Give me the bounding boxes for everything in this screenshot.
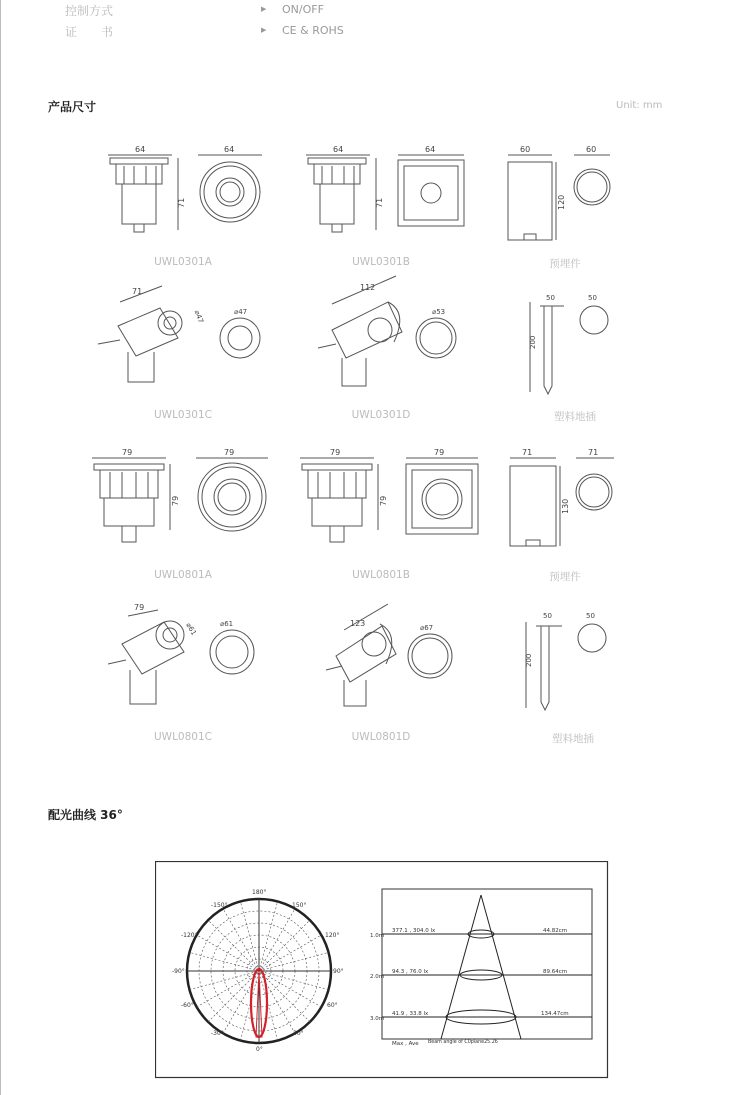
product-caption: UWL0301C [154, 409, 212, 421]
dim-label: 60 [586, 145, 597, 154]
drawing-uwl0301d [318, 276, 456, 386]
polar-angle-label: -90° [172, 968, 185, 975]
product-caption: 塑料地插 [554, 411, 596, 423]
beam-distance: 2.0m [370, 974, 385, 980]
drawing-ground-spike-1 [529, 294, 608, 394]
drawing-uwl0301b-side [306, 145, 384, 232]
dim-label: 64 [333, 145, 344, 154]
beam-diameter: 134.47cm [541, 1011, 569, 1017]
spec-label: 证 书 [65, 25, 114, 39]
drawing-embedded-box-2 [510, 448, 614, 546]
polar-angle-label: -30° [211, 1030, 224, 1037]
product-caption: 预埋件 [549, 571, 581, 583]
dim-label: 200 [529, 335, 537, 349]
light-distribution-panel [155, 861, 609, 1079]
dim-label: 60 [520, 145, 531, 154]
drawing-uwl0801b-front [406, 448, 478, 534]
dim-label: 130 [561, 498, 570, 514]
beam-lux: 94.3 , 76.0 lx [392, 969, 429, 975]
dim-label: 64 [224, 145, 235, 154]
dim-label: ⌀67 [420, 624, 434, 632]
dim-label: 64 [135, 145, 146, 154]
dim-label: 79 [434, 448, 445, 457]
dim-label: 71 [177, 197, 186, 208]
unit-label: Unit: mm [616, 100, 663, 111]
drawing-uwl0301a-side [108, 145, 186, 232]
beam-lux: 41.9 , 33.8 lx [392, 1011, 429, 1017]
dim-label: 50 [586, 612, 595, 620]
product-caption: UWL0801D [351, 731, 411, 743]
dim-label: 79 [379, 495, 388, 506]
product-caption: UWL0301B [352, 256, 410, 268]
beam-diameter: 44.82cm [543, 928, 568, 934]
drawing-uwl0801c [108, 603, 254, 704]
dim-label: 71 [375, 197, 384, 208]
drawing-uwl0801a-front [196, 448, 268, 531]
spec-value: CE & ROHS [282, 24, 344, 37]
dim-label: ⌀61 [184, 621, 198, 637]
dim-label: 112 [360, 283, 376, 292]
polar-angle-label: 60° [327, 1002, 338, 1009]
beam-distance: 1.0m [370, 933, 385, 939]
dim-label: 79 [134, 603, 145, 612]
product-caption: UWL0801C [154, 731, 212, 743]
polar-angle-label: 30° [293, 1030, 304, 1037]
drawing-uwl0801d [326, 604, 452, 706]
bullet-triangle-icon: ▶ [261, 5, 267, 13]
dim-label: ⌀47 [234, 308, 248, 316]
bullet-triangle-icon: ▶ [261, 26, 267, 34]
polar-angle-label: -150° [211, 902, 228, 909]
beam-footer-left: Max , Ave [392, 1041, 419, 1047]
product-caption: UWL0301A [154, 256, 212, 268]
polar-angle-label: 0° [256, 1046, 263, 1053]
dim-label: 71 [522, 448, 533, 457]
dim-label: 50 [543, 612, 552, 620]
product-caption: UWL0801B [352, 569, 410, 581]
dim-label: 79 [330, 448, 341, 457]
spec-label: 控制方式 [65, 4, 114, 18]
dim-label: 50 [546, 294, 555, 302]
dim-label: ⌀53 [432, 308, 446, 316]
dim-label: 120 [557, 194, 566, 210]
drawing-ground-spike-2 [525, 612, 606, 710]
section-title-dimensions: 产品尺寸 [48, 100, 97, 114]
polar-angle-label: 120° [325, 932, 340, 939]
polar-angle-label: 90° [333, 968, 344, 975]
dim-label: 50 [588, 294, 597, 302]
section-title-light-curve: 配光曲线 36° [48, 808, 123, 822]
dim-label: 71 [588, 448, 599, 457]
dim-label: ⌀47 [192, 309, 205, 325]
polar-plot [187, 899, 331, 1043]
dim-label: 79 [224, 448, 235, 457]
beam-distance: 3.0m [370, 1016, 385, 1022]
polar-angle-label: -60° [181, 1002, 194, 1009]
product-caption: 预埋件 [549, 258, 581, 270]
dim-label: 200 [525, 653, 533, 667]
dim-label: 79 [171, 495, 180, 506]
dim-label: 71 [132, 287, 143, 296]
spec-value: ON/OFF [282, 3, 324, 16]
beam-lux: 377.1 , 304.0 lx [392, 928, 436, 934]
drawing-uwl0301c [98, 286, 260, 382]
polar-angle-label: 150° [292, 902, 307, 909]
drawing-embedded-box-1 [508, 145, 610, 240]
polar-angle-label: 180° [252, 889, 267, 896]
product-caption: UWL0301D [351, 409, 411, 421]
dim-label: ⌀61 [220, 620, 234, 628]
dim-label: 123 [350, 619, 366, 628]
product-caption: UWL0801A [154, 569, 212, 581]
drawing-uwl0801b-side [300, 448, 388, 542]
dim-label: 64 [425, 145, 436, 154]
product-caption: 塑料地插 [552, 733, 594, 745]
drawing-uwl0801a-side [92, 448, 180, 542]
dimension-drawings [0, 130, 750, 890]
dim-label: 79 [122, 448, 133, 457]
polar-angle-label: -120° [181, 932, 198, 939]
drawing-uwl0301a-front [198, 145, 262, 222]
beam-diameter: 89.64cm [543, 969, 568, 975]
drawing-uwl0301b-front [398, 145, 464, 226]
beam-footer-right: Beam angle of C0plane25.26 [428, 1040, 498, 1045]
